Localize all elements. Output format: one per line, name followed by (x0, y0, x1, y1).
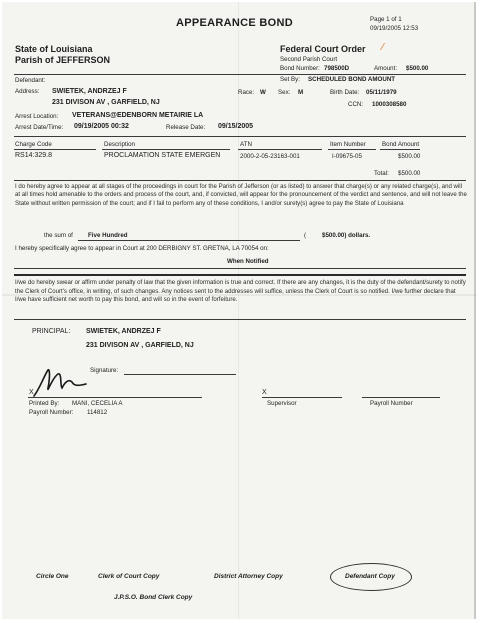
arrest-location-label: Arrest Location: (15, 113, 59, 120)
document-title: APPEARANCE BOND (176, 17, 293, 29)
charge-item: I-09675-05 (332, 153, 362, 160)
jpso-copy: J.P.S.O. Bond Clerk Copy (114, 594, 193, 601)
set-by-value: SCHEDULED BOND AMOUNT (308, 76, 396, 83)
sign-x-defendant: X (29, 389, 34, 396)
payroll-value: 114812 (87, 409, 108, 416)
court-order-title: Federal Court Order (280, 44, 366, 54)
sum-words: Five Hundred (88, 232, 128, 239)
release-value: 09/15/2005 (218, 123, 254, 130)
race-label: Race: (238, 89, 255, 96)
oath-text: I/we do hereby swear or affirm under penalty of law that the given information is true and correct. If there are any changes, it is the duty of the defendant/surety to notify the Clerk of Court's office, in writing, of such changes. Any notices sent to the addresses will suffice, unless the Clerk of Court is so notified. I/we further declare that I/we have sufficient net worth to pay this bond, and will so in the event of forfeiture. (15, 279, 466, 304)
defendant-copy: Defendant Copy (345, 573, 395, 580)
state-label: State of Louisiana (15, 44, 93, 54)
bond-document (2, 2, 476, 619)
birth-label: Birth Date: (330, 89, 360, 96)
sum-number: $500.00) dollars. (322, 232, 371, 239)
arrest-dt-label: Arrest Date/Time: (15, 124, 64, 131)
supervisor-label: Supervisor (267, 400, 297, 407)
charge-amount: $500.00 (398, 153, 421, 160)
printed-by-label: Printed By: (29, 400, 60, 407)
ccn-label: CCN: (348, 101, 364, 108)
col-header-atn: ATN (240, 141, 252, 148)
amount-label: Amount: (374, 65, 398, 72)
second-parish: Second Parish Court (280, 56, 338, 63)
agreement-text: I do hereby agree to appear at all stages of the proceedings in court for the Parish of Jefferson (or as listed) to answer that charge(s) or any related charge(s), and will at all times hold amenable to the orders and process of the court, and, if convicted, will appear for the pronouncement of the verdict and sentence, and will not leave the State without written permission of the court; and if I fail to perform any of these conditions, I and/or surety(s) agree to pay the State of Louisiana (15, 183, 467, 207)
circle-one: Circle One (36, 573, 69, 580)
address-label: Address: (15, 88, 40, 95)
bond-number-label: Bond Number: (280, 65, 320, 72)
appear-text: I hereby specifically agree to appear in Court at 200 DERBIGNY ST. GRETNA, LA 70054 on: (15, 245, 269, 252)
col-header-desc: Description (104, 141, 135, 148)
payroll-label: Payroll Number: (29, 409, 74, 416)
set-by-label: Set By: (280, 76, 300, 83)
charge-code: RS14:329.8 (15, 152, 52, 159)
race-value: W (260, 89, 266, 96)
defendant-name: SWIETEK, ANDRZEJ F (52, 88, 127, 95)
charge-atn: 2000-2-05-23163-001 (240, 153, 300, 160)
col-header-code: Charge Code (15, 141, 52, 148)
parish-label: Parish of JEFFERSON (15, 55, 111, 65)
principal-label: PRINCIPAL: (32, 328, 71, 335)
release-label: Release Date: (166, 124, 206, 131)
arrest-dt: 09/19/2005 00:32 (74, 123, 129, 130)
col-header-amount: Bond Amount (382, 141, 420, 148)
arrest-location: VETERANS@EDENBORN METAIRIE LA (72, 112, 204, 119)
sum-label: the sum of (44, 232, 73, 239)
charge-desc: PROCLAMATION STATE EMERGEN (104, 152, 221, 159)
clerk-copy: Clerk of Court Copy (98, 573, 160, 580)
da-copy: District Attorney Copy (214, 573, 283, 580)
supervisor-payroll-label: Payroll Number (370, 400, 413, 407)
birth-value: 05/11/1979 (366, 89, 397, 96)
when-notified: When Notified (227, 258, 269, 265)
bond-number: 798500D (324, 65, 350, 72)
print-datetime: 09/19/2005 12:53 (370, 25, 419, 32)
principal-name: SWIETEK, ANDRZEJ F (86, 328, 161, 335)
sex-value: M (298, 89, 304, 96)
total-label: Total: (374, 170, 389, 177)
printed-by-value: MANI, CECELIA A (72, 400, 123, 407)
ccn-value: 1000308580 (372, 101, 407, 108)
amount-value: $500.00 (406, 65, 429, 72)
col-header-item: Item Number (330, 141, 366, 148)
total-value: $500.00 (398, 170, 421, 177)
sign-x-supervisor: X (262, 389, 267, 396)
defendant-address: 231 DIVISON AV , GARFIELD, NJ (52, 99, 160, 106)
defendant-label: Defendant: (15, 77, 46, 84)
principal-address: 231 DIVISON AV , GARFIELD, NJ (86, 342, 194, 349)
sex-label: Sex: (278, 89, 291, 96)
mark-icon: ⁄ (382, 42, 384, 53)
signature-label: Signature: (90, 367, 119, 374)
sum-paren: ( (304, 232, 307, 239)
page-number: Page 1 of 1 (370, 16, 402, 23)
